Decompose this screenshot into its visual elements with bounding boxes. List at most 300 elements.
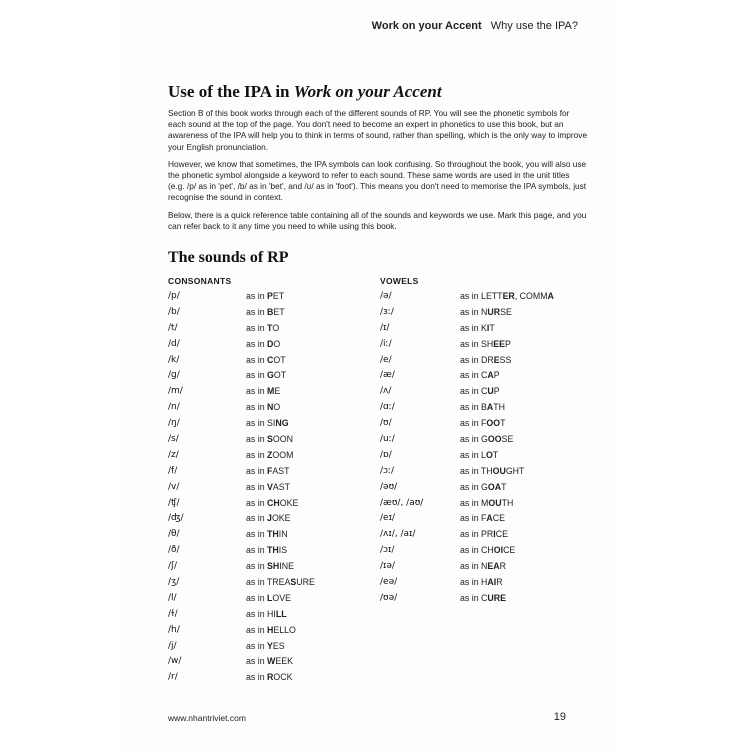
- keyword-highlight: L: [267, 592, 273, 603]
- keyword-part: P: [505, 338, 511, 349]
- consonants-heading: CONSONANTS: [168, 276, 232, 286]
- keyword: [460, 434, 513, 444]
- as-in-label: as in: [246, 561, 265, 572]
- as-in-label: as in: [460, 481, 479, 492]
- keyword-highlight: A: [487, 370, 494, 381]
- keyword-part: SE: [500, 306, 512, 317]
- keyword-part: AST: [272, 481, 291, 492]
- ipa-symbol: /eɪ/: [380, 513, 395, 524]
- ipa-symbol: /ɜː/: [380, 306, 394, 317]
- vowels-row: [380, 323, 610, 339]
- as-in-label: as in: [460, 402, 479, 413]
- ipa-symbol: /ʌɪ/, /aɪ/: [380, 529, 416, 540]
- keyword-part: P: [493, 370, 500, 381]
- as-in-label: as in: [460, 465, 479, 476]
- ipa-symbol: /ŋ/: [168, 418, 180, 429]
- keyword: [460, 466, 524, 476]
- keyword: [246, 609, 287, 619]
- keyword: [246, 466, 290, 476]
- keyword-part: TREA: [266, 577, 291, 588]
- keyword-highlight: OI: [493, 545, 504, 556]
- as-in-label: as in: [246, 434, 265, 445]
- as-in-label: as in: [246, 449, 265, 460]
- vowels-row: [380, 434, 610, 450]
- keyword: [460, 561, 506, 571]
- keyword-part: G: [481, 434, 488, 445]
- ipa-symbol: /m/: [168, 386, 183, 397]
- as-in-label: as in: [246, 656, 265, 667]
- keyword-part: OOM: [272, 449, 294, 460]
- as-in-label: as in: [460, 386, 479, 397]
- ipa-symbol: /ɪə/: [380, 561, 395, 572]
- keyword-part: K: [481, 322, 487, 333]
- keyword-highlight: TH: [267, 545, 279, 556]
- keyword-part: TH: [493, 402, 506, 413]
- keyword: [460, 513, 505, 523]
- as-in-label: as in: [246, 529, 265, 540]
- footer-url: www.nhantriviet.com: [168, 713, 246, 723]
- keyword-highlight: OO: [487, 434, 502, 445]
- consonants-row: [168, 577, 368, 593]
- consonants-row: [168, 339, 368, 355]
- keyword-part: E: [274, 386, 281, 397]
- keyword-part: PR: [481, 529, 494, 540]
- keyword-highlight: OO: [486, 418, 501, 429]
- keyword-part: T: [489, 322, 495, 333]
- ipa-symbol: /d/: [168, 338, 180, 349]
- consonants-row: [168, 529, 368, 545]
- keyword-part: ELLO: [273, 624, 296, 635]
- keyword: [246, 307, 285, 317]
- keyword: [460, 577, 503, 587]
- keyword-highlight: U: [487, 386, 494, 397]
- keyword-highlight: E: [493, 354, 500, 365]
- consonants-row: [168, 386, 368, 402]
- as-in-label: as in: [460, 561, 479, 572]
- page-number: 19: [553, 711, 566, 723]
- as-in-label: as in: [460, 577, 479, 588]
- ipa-symbol: /ɑː/: [380, 402, 395, 413]
- keyword-part: GHT: [505, 465, 525, 476]
- consonants-row: [168, 482, 368, 498]
- keyword-highlight: TH: [267, 529, 279, 540]
- vowels-row: [380, 418, 610, 434]
- ipa-symbol: /ʧ/: [168, 497, 180, 508]
- ipa-symbol: /uː/: [380, 434, 395, 445]
- keyword: [246, 291, 284, 301]
- keyword-highlight: F: [267, 465, 273, 476]
- keyword-part: T: [492, 449, 499, 460]
- as-in-label: as in: [246, 354, 265, 365]
- keyword-part: DR: [481, 354, 494, 365]
- ipa-symbol: /h/: [168, 624, 180, 635]
- as-in-label: as in: [246, 624, 265, 635]
- intro-paragraph: However, we know that sometimes, the IPA symbols can look confusing. So throughout the book, you will also use the phonetic symbol alongside a keyword to refer to each sound. These same words are used in the unit titles (e.g. /p/ as in 'pet', /b/ as in 'bet', and /ʊ/ as in 'foot'). This means you don't need to memorise the IPA symbols, just recognise the sound in context.: [168, 158, 587, 203]
- keyword: [246, 561, 294, 571]
- ipa-symbol: /əʊ/: [380, 481, 398, 492]
- keyword-highlight: B: [267, 306, 274, 317]
- keyword-part: OKE: [279, 497, 299, 508]
- keyword-highlight: A: [547, 291, 554, 301]
- keyword-part: INE: [279, 561, 294, 572]
- keyword: [460, 402, 505, 412]
- keyword-highlight: T: [267, 322, 273, 333]
- consonants-row: [168, 370, 368, 386]
- keyword-highlight: UR: [487, 306, 501, 317]
- ipa-symbol: /r/: [168, 672, 178, 683]
- keyword: [460, 291, 554, 301]
- keyword: [246, 625, 296, 635]
- consonants-row: [168, 625, 368, 641]
- keyword-part: SS: [499, 354, 512, 365]
- keyword-part: OT: [273, 370, 287, 381]
- consonants-row: [168, 498, 368, 514]
- page-title: [168, 82, 442, 102]
- keyword: [246, 577, 315, 587]
- ipa-symbol: /j/: [168, 640, 177, 651]
- ipa-symbol: /ð/: [168, 545, 180, 556]
- keyword-part: F: [481, 418, 487, 429]
- keyword-part: CE: [503, 545, 516, 556]
- keyword: [246, 418, 289, 428]
- as-in-label: as in: [460, 592, 479, 603]
- intro-paragraph: Section B of this book works through each of the different sounds of RP. You will see the phonetic symbols for each sound at the top of the page. You don't need to become an expert in phonetics to use this book, but an awareness of the IPA will help you to think in terms of sound, rather than spelling, which is the only way to improve your English pronunciation.: [168, 108, 588, 152]
- keyword-highlight: P: [267, 291, 273, 301]
- ipa-symbol: /ɪ/: [380, 322, 390, 333]
- as-in-label: as in: [460, 370, 479, 381]
- as-in-label: as in: [246, 322, 265, 333]
- ipa-symbol: /ɔː/: [380, 465, 395, 476]
- ipa-symbol: /ɫ/: [168, 608, 178, 619]
- keyword-highlight: LL: [275, 608, 287, 619]
- keyword-part: H: [481, 577, 488, 588]
- ipa-symbol: /l/: [168, 592, 177, 603]
- as-in-label: as in: [460, 322, 479, 333]
- keyword: [246, 641, 285, 651]
- vowels-row: [380, 386, 610, 402]
- keyword-highlight: EE: [493, 338, 506, 349]
- intro-text: [168, 108, 588, 238]
- keyword: [246, 498, 298, 508]
- as-in-label: as in: [246, 418, 265, 429]
- keyword: [246, 339, 280, 349]
- keyword-highlight: H: [267, 624, 274, 635]
- keyword: [460, 339, 511, 349]
- vowels-row: [380, 466, 610, 482]
- vowels-row: [380, 291, 610, 307]
- ipa-symbol: /z/: [168, 449, 179, 460]
- keyword-highlight: O: [485, 449, 493, 460]
- vowels-row: [380, 593, 610, 609]
- keyword-highlight: CH: [267, 497, 280, 508]
- consonants-row: [168, 466, 368, 482]
- keyword-highlight: I: [486, 322, 490, 333]
- keyword-highlight: G: [267, 370, 274, 381]
- ipa-symbol: /w/: [168, 656, 182, 667]
- keyword-part: N: [481, 306, 488, 317]
- keyword-highlight: AI: [487, 577, 497, 588]
- consonants-row: [168, 656, 368, 672]
- keyword-highlight: SH: [267, 561, 280, 572]
- as-in-label: as in: [246, 291, 265, 301]
- consonants-row: [168, 434, 368, 450]
- keyword-highlight: C: [267, 354, 274, 365]
- ipa-symbol: /e/: [380, 354, 392, 365]
- consonants-row: [168, 307, 368, 323]
- ipa-symbol: /g/: [168, 370, 180, 381]
- keyword-part: IN: [278, 529, 288, 540]
- consonants-row: [168, 355, 368, 371]
- consonants-row: [168, 672, 368, 688]
- ipa-symbol: /eə/: [380, 577, 398, 588]
- consonants-row: [168, 450, 368, 466]
- vowels-row: [380, 450, 610, 466]
- keyword-part: SH: [481, 338, 494, 349]
- keyword-part: AST: [272, 465, 290, 476]
- keyword: [246, 529, 288, 539]
- as-in-label: as in: [246, 402, 265, 413]
- ipa-symbol: /v/: [168, 481, 180, 492]
- keyword-highlight: S: [290, 577, 297, 588]
- keyword: [460, 529, 508, 539]
- as-in-label: as in: [246, 672, 265, 683]
- keyword: [460, 545, 515, 555]
- keyword: [460, 482, 506, 492]
- keyword: [246, 402, 280, 412]
- keyword: [246, 323, 279, 333]
- keyword-part: URE: [296, 577, 315, 588]
- keyword: [460, 386, 500, 396]
- keyword: [246, 370, 286, 380]
- consonants-row: [168, 418, 368, 434]
- vowels-row: [380, 561, 610, 577]
- as-in-label: as in: [246, 545, 265, 556]
- keyword-part: C: [481, 370, 488, 381]
- vowels-row: [380, 498, 610, 514]
- keyword-part: OKE: [271, 513, 291, 524]
- sounds-heading: The sounds of RP: [168, 249, 289, 266]
- keyword-highlight: Z: [267, 449, 273, 460]
- keyword-part: HI: [267, 608, 276, 619]
- consonants-row: [168, 291, 368, 307]
- ipa-symbol: /f/: [168, 465, 178, 476]
- as-in-label: as in: [460, 449, 479, 460]
- as-in-label: as in: [460, 497, 479, 508]
- keyword-highlight: OA: [487, 481, 502, 492]
- keyword-part: P: [493, 386, 500, 397]
- keyword: [460, 418, 505, 428]
- vowels-row: [380, 370, 610, 386]
- ipa-symbol: /θ/: [168, 529, 180, 540]
- book-page: [118, 0, 618, 750]
- keyword-part: CE: [492, 513, 506, 524]
- keyword: [246, 482, 290, 492]
- ipa-symbol: /b/: [168, 306, 180, 317]
- keyword-part: EEK: [275, 656, 293, 667]
- keyword-part: SE: [501, 434, 514, 445]
- keyword: [246, 545, 287, 555]
- keyword-highlight: S: [267, 434, 273, 445]
- header-section: Work on your Accent: [371, 20, 482, 32]
- consonants-row: [168, 593, 368, 609]
- ipa-symbol: /ɔɪ/: [380, 545, 395, 556]
- as-in-label: as in: [460, 529, 479, 540]
- keyword-highlight: V: [267, 481, 273, 492]
- as-in-label: as in: [246, 513, 265, 524]
- as-in-label: as in: [460, 354, 479, 365]
- as-in-label: as in: [460, 338, 479, 349]
- keyword-highlight: OU: [488, 497, 502, 508]
- keyword-highlight: A: [486, 402, 494, 413]
- as-in-label: as in: [246, 640, 265, 651]
- keyword-highlight: J: [267, 513, 272, 524]
- keyword-part: TH: [501, 497, 514, 508]
- keyword-part: ET: [273, 306, 285, 317]
- keyword: [246, 355, 286, 365]
- keyword-part: O: [273, 338, 281, 349]
- as-in-label: as in: [246, 497, 265, 508]
- keyword-highlight: R: [267, 672, 274, 683]
- keyword: [246, 672, 292, 682]
- keyword-highlight: URE: [487, 592, 506, 603]
- keyword: [460, 450, 498, 460]
- ipa-symbol: /iː/: [380, 338, 392, 349]
- keyword-highlight: EA: [487, 561, 500, 572]
- vowels-row: [380, 402, 610, 418]
- as-in-label: as in: [460, 545, 479, 556]
- keyword-highlight: ER: [502, 291, 515, 301]
- as-in-label: as in: [460, 434, 479, 445]
- keyword: [460, 323, 495, 333]
- consonants-row: [168, 641, 368, 657]
- keyword-highlight: Y: [267, 640, 273, 651]
- keyword-part: C: [481, 592, 488, 603]
- consonants-list: [168, 291, 368, 688]
- keyword-part: OVE: [272, 592, 291, 603]
- ipa-symbol: /ɒ/: [380, 449, 392, 460]
- keyword-highlight: NG: [275, 418, 289, 429]
- consonants-row: [168, 609, 368, 625]
- keyword-part: F: [481, 513, 487, 524]
- vowels-row: [380, 529, 610, 545]
- header-subsection: Why use the IPA?: [490, 20, 578, 32]
- as-in-label: as in: [246, 608, 265, 619]
- vowels-row: [380, 545, 610, 561]
- consonants-row: [168, 561, 368, 577]
- vowels-row: [380, 339, 610, 355]
- as-in-label: as in: [460, 291, 479, 301]
- keyword-part: R: [496, 577, 503, 588]
- as-in-label: as in: [246, 465, 265, 476]
- consonants-row: [168, 323, 368, 339]
- keyword-part: G: [481, 481, 488, 492]
- ipa-symbol: /æʊ/, /aʊ/: [380, 497, 424, 508]
- as-in-label: as in: [246, 338, 265, 349]
- keyword-part: O: [272, 322, 280, 333]
- as-in-label: as in: [246, 306, 265, 317]
- as-in-label: as in: [246, 370, 265, 381]
- keyword-part: CH: [481, 545, 494, 556]
- ipa-symbol: /n/: [168, 402, 180, 413]
- keyword-highlight: W: [267, 656, 276, 667]
- keyword-highlight: OU: [492, 465, 506, 476]
- ipa-symbol: /s/: [168, 434, 179, 445]
- as-in-label: as in: [246, 592, 265, 603]
- keyword-part: ES: [272, 640, 285, 651]
- keyword: [246, 593, 291, 603]
- keyword-part: , COMM: [514, 291, 548, 301]
- vowels-row: [380, 577, 610, 593]
- consonants-row: [168, 513, 368, 529]
- vowels-heading: VOWELS: [380, 276, 419, 286]
- as-in-label: as in: [460, 418, 479, 429]
- ipa-symbol: /ʃ/: [168, 561, 178, 572]
- consonants-row: [168, 545, 368, 561]
- keyword: [460, 498, 513, 508]
- vowels-row: [380, 482, 610, 498]
- keyword-part: N: [481, 561, 488, 572]
- keyword-highlight: I: [493, 529, 496, 540]
- keyword-part: SI: [267, 418, 276, 429]
- keyword-part: ET: [272, 291, 285, 301]
- intro-paragraph: Below, there is a quick reference table containing all of the sounds and keywords we use. Mark this page, and you can refer back to it any time you need to while using this book.: [168, 209, 587, 231]
- keyword: [460, 370, 500, 380]
- keyword: [460, 355, 511, 365]
- keyword: [460, 307, 512, 317]
- keyword: [246, 434, 293, 444]
- keyword-part: M: [481, 497, 489, 508]
- keyword-part: IS: [278, 545, 288, 556]
- page-title-book: Work on your Accent: [293, 82, 442, 101]
- keyword-part: T: [501, 481, 507, 492]
- as-in-label: as in: [460, 513, 479, 524]
- keyword-highlight: A: [486, 513, 493, 524]
- keyword-part: R: [499, 561, 506, 572]
- keyword-part: O: [273, 402, 281, 413]
- page-title-prefix: Use of the IPA in: [168, 82, 294, 101]
- keyword: [246, 513, 291, 523]
- keyword-part: B: [481, 402, 487, 413]
- as-in-label: as in: [246, 481, 265, 492]
- keyword-part: L: [481, 449, 486, 460]
- keyword: [246, 386, 280, 396]
- ipa-symbol: /ʊ/: [380, 418, 392, 429]
- ipa-symbol: /ʒ/: [168, 577, 180, 588]
- ipa-symbol: /p/: [168, 291, 180, 301]
- ipa-symbol: /t/: [168, 322, 178, 333]
- keyword-part: OON: [272, 434, 293, 445]
- as-in-label: as in: [460, 306, 479, 317]
- keyword: [246, 450, 293, 460]
- ipa-symbol: /ʌ/: [380, 386, 392, 397]
- keyword: [460, 593, 506, 603]
- keyword-highlight: M: [267, 386, 275, 397]
- ipa-symbol: /æ/: [380, 370, 395, 381]
- vowels-row: [380, 307, 610, 323]
- running-header: [372, 20, 578, 32]
- keyword-highlight: N: [267, 402, 274, 413]
- vowels-list: [380, 291, 610, 609]
- consonants-row: [168, 402, 368, 418]
- ipa-symbol: /ʤ/: [168, 513, 184, 524]
- vowels-row: [380, 355, 610, 371]
- keyword: [246, 656, 293, 666]
- keyword-highlight: D: [267, 338, 274, 349]
- keyword-part: CE: [495, 529, 508, 540]
- ipa-symbol: /k/: [168, 354, 180, 365]
- as-in-label: as in: [246, 577, 265, 588]
- keyword-part: LETT: [481, 291, 503, 301]
